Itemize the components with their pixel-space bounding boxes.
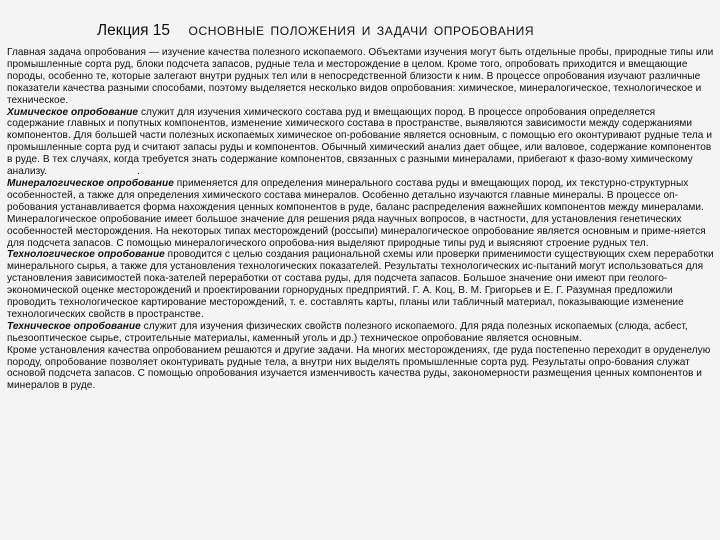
paragraph-intro xyxy=(7,47,714,107)
technological-text: проводится с целью создания рациональной схемы или проверки применимости существующих схем переработки минерального сырья, а также для установления технологических показателей. Результаты технологических ис-пытаний могут использоваться для установления зависимостей пока-зателей переработки от состава руды, для подсчета запасов. Большое значение они имеют при геолого-экономической оценке месторождений и проектировании горнорудных предприятий. Г. А. Коц, В. М. Григорьев и Е. Г. Разумная предложили проводить технологическое картирование месторождений, т. е. составлять карты, планы или табличный материал, показывающие изменение технологических свойств в пространстве. xyxy=(7,249,714,320)
term-chemical: Химическое опробование xyxy=(7,106,139,118)
technical-text: служит для изучения физических свойств полезного ископаемого. Для ряда полезных ископаемых (слюда, асбест, пьезооптическое сырье, строительные материалы, каменный уголь и др.) техническое опробование является основным. xyxy=(7,320,688,344)
intro-text: Главная задача опробования — изучение качества полезного ископаемого. Объектами изучения могут быть отдельные пробы, природные типы или промышленные сорта руд, блоки подсчета запасов, рудные тела и месторождение в целом. Кроме того, опробовать приходится и вмещающие породы, особенно те, которые залегают внутри рудных тел или в непосредственной близости к ним. В процессе опробования изучают различные показатели качества разными способами, поэтому выделяется несколько видов опробования: химическое, минералогическое, технологическое и техническое. xyxy=(7,47,714,106)
mineralogical-text: применяется для определения минерального состава руды и вмещающих пород, их текстурно-структурных особенностей, а также для определения химического состава минералов. Особенно детально изучаются главные минералы. В процессе оп-робования устанавливается форма нахождения ценных компонентов в руде, баланс распределения важнейших компонентов между минералами. Минералогическое опробование имеет большое значение для решения ряда научных вопросов, в частности, для установления генетических особенностей месторождения. На некоторых типах месторождений (россыпи) минералогическое опробование является основным и приме-няется для подсчета запасов. С помощью минералогического опробова-ния выделяют природные типы руд и выясняют строение рудных тел. xyxy=(7,177,706,249)
paragraph-mineralogical xyxy=(7,178,714,249)
lecture-subject: ОСНОВНЫЕ ПОЛОЖЕНИЯ И ЗАДАЧИ ОПРОБОВАНИЯ xyxy=(188,24,535,38)
paragraph-conclusion xyxy=(7,345,714,393)
lecture-number: Лекция 15 xyxy=(97,22,171,39)
chemical-trailing-mark: . xyxy=(137,166,140,178)
lecture-title xyxy=(97,22,714,40)
term-technical: Техническое опробование xyxy=(7,320,141,332)
conclusion-text: Кроме установления качества опробованием решаются и другие задачи. На многих месторождениях, где руда постепенно переходит в оруденелую породу, опробование позволяет оконтуривать рудные тела, а внутри них выделять промышленные сорта руд. Результаты опро-бования служат основой подсчета запасов. С помощью опробования изучается изменчивость качества руды, закономерности размещения ценных компонентов и минералов в руде. xyxy=(7,344,711,392)
term-mineralogical: Минералогическое опробование xyxy=(7,177,174,189)
paragraph-technological xyxy=(7,249,714,320)
term-technological: Технологическое опробование xyxy=(7,249,165,261)
paragraph-technical xyxy=(7,321,714,345)
paragraph-chemical xyxy=(7,107,714,178)
lecture-body xyxy=(7,47,714,392)
chemical-text: служит для изучения химического состава руд и вмещающих пород. В процессе опробования определяется содержание главных и попутных компонентов, изменение химического состава в пространстве, выявляются зависимости между содержаниями компонентов. Для большей части полезных ископаемых химическое оп-робование является основным, с помощью его оконтуривают рудные тела и промышленные сорта руд и считают запасы руды и компонентов. Обычный химический анализ дает общее, или валовое, содержание компонентов в руде. В тех случаях, когда требуется знать содержание компонентов, связанных с разными минералами, прибегают к фазо-вому химическому анализу. xyxy=(7,106,713,178)
